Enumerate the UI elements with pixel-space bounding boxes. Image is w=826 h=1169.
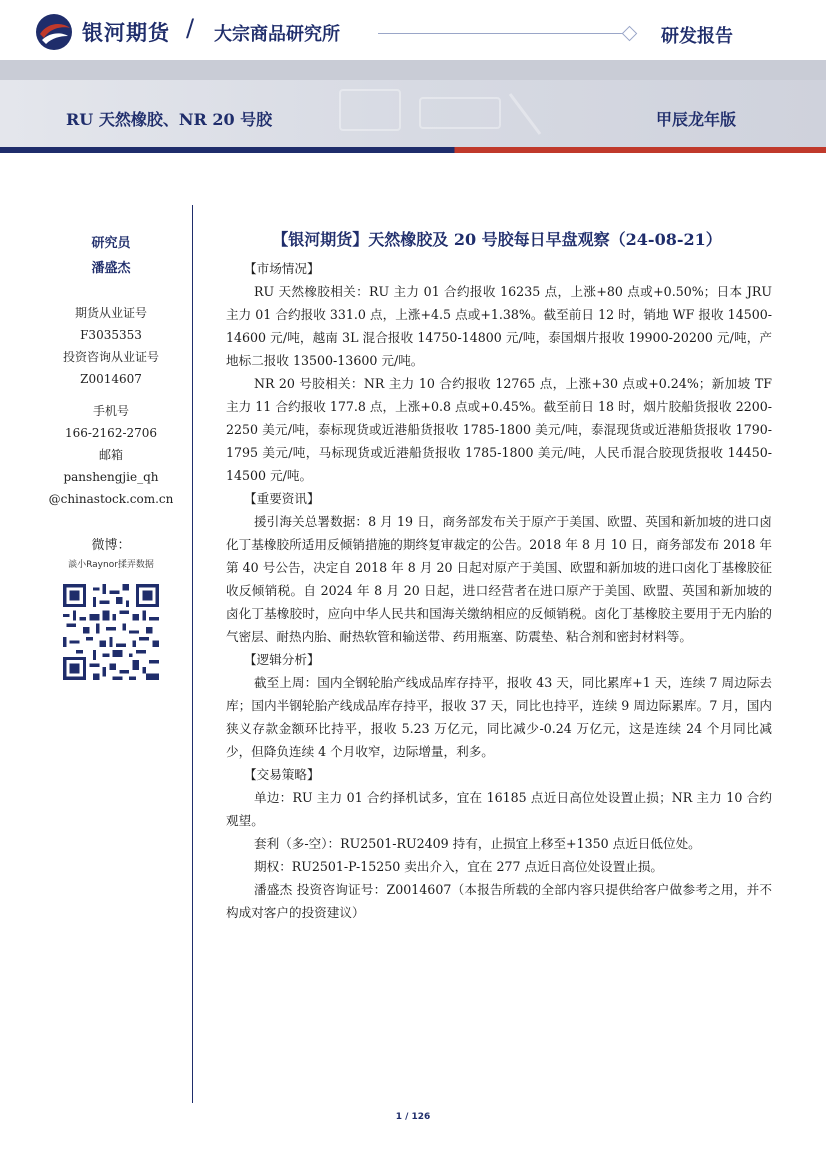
galaxy-futures-logo-icon bbox=[34, 12, 74, 52]
page-number: 1 / 126 bbox=[395, 1112, 431, 1122]
report-title: 【银河期货】天然橡胶及 20 号胶每日早盘观察（24-08-21） bbox=[272, 230, 722, 249]
section-heading-strategy: 【交易策略】 bbox=[244, 767, 320, 782]
weibo-handle: 談小Raynor揉弄数据 bbox=[68, 560, 154, 570]
consult-license-label: 投资咨询从业证号 bbox=[62, 350, 159, 364]
sidebar-divider bbox=[192, 205, 193, 1103]
report-subtitle: RU 天然橡胶、NR 20 号胶 bbox=[66, 110, 273, 129]
license-value: F3035353 bbox=[80, 328, 142, 342]
banner-stripe bbox=[0, 147, 826, 153]
section-heading-logic: 【逻辑分析】 bbox=[244, 652, 320, 667]
institute-name: 大宗商品研究所 bbox=[214, 24, 340, 45]
email-domain[interactable]: @chinastock.com.cn bbox=[48, 492, 174, 506]
phone-label: 手机号 bbox=[92, 404, 129, 418]
report-body bbox=[226, 228, 772, 924]
header-divider: / bbox=[186, 14, 195, 42]
author-sidebar bbox=[30, 232, 192, 680]
email-label: 邮箱 bbox=[98, 448, 123, 462]
author-role: 研究员 bbox=[91, 236, 131, 251]
paragraph-market-nr: NR 20 号胶相关：NR 主力 10 合约报收 12765 点，上涨+30 点或+0.24%；新加坡 TF 主力 11 合约报收 177.8 点，上涨+0.8 点或+0.45%。截至前日 18 时，烟片胶船货报收 2200-2250 美元/吨，泰标现货或近港船货报收 1785-1800 美元/吨，泰混现货或近港船货报收 1790-1795 美元/吨，马标现货或近港船货报收 1785-1800 美元/吨，人民币混合胶现货报收 14450-14500 元/吨。 bbox=[226, 376, 772, 483]
paragraph-strategy-arbitrage: 套利（多-空）：RU2501-RU2409 持有，止损宜上移至+1350 点近日低位处。 bbox=[254, 836, 701, 851]
paragraph-market-ru: RU 天然橡胶相关：RU 主力 01 合约报收 16235 点，上涨+80 点或+0.50%；日本 JRU 主力 01 合约报收 331.0 点，上涨+4.5 点或+1.38%。截至前日 12 时，销地 WF 报收 14500-14600 元/吨，越南 3L 混合报收 14750-14800 元/吨，泰国烟片报收 19900-20200 元/吨，产地标二报收 13500-13600 元/吨。 bbox=[226, 284, 772, 368]
header-grey-band bbox=[0, 60, 826, 80]
paragraph-news: 援引海关总署数据：8 月 19 日，商务部发布关于原产于美国、欧盟、英国和新加坡的进口卤化丁基橡胶所适用反倾销措施的期终复审裁定的公告。2018 年 8 月 10 日，商务部发布 2018 年第 40 号公告，决定自 2018 年 8 月 20 日起对原产于美国、欧盟和新加坡的进口卤化丁基橡胶征收反倾销税。自 2024 年 8 月 20 日起，进口经营者在进口原产于美国、欧盟、英国和新加坡的卤化丁基橡胶时，应向中华人民共和国海关缴纳相应的反倾销税。卤化丁基橡胶主要用于无内胎的气密层、耐热内胎、耐热软管和输送带、药用瓶塞、防震垫、粘合剂和密封材料等。 bbox=[226, 514, 772, 644]
header-rule bbox=[378, 33, 624, 34]
paragraph-strategy-options: 期权：RU2501-P-15250 卖出介入，宜在 277 点近日高位处设置止损。 bbox=[254, 859, 664, 874]
license-label: 期货从业证号 bbox=[74, 306, 147, 320]
section-heading-news: 【重要资讯】 bbox=[244, 491, 320, 506]
consult-license-value: Z0014607 bbox=[80, 372, 142, 386]
report-type: 研发报告 bbox=[661, 26, 733, 47]
brand-name: 银河期货 bbox=[82, 21, 170, 45]
weibo-label: 微博： bbox=[91, 538, 131, 553]
edition-label: 甲辰龙年版 bbox=[656, 110, 737, 129]
email-user: panshengjie_qh bbox=[63, 470, 159, 484]
author-name: 潘盛杰 bbox=[91, 261, 131, 276]
paragraph-disclaimer: 潘盛杰 投资咨询证号：Z0014607（本报告所载的全部内容只提供给客户做参考之用，并不构成对客户的投资建议） bbox=[226, 882, 772, 920]
header-diamond-icon bbox=[622, 26, 638, 42]
section-heading-market: 【市场情况】 bbox=[244, 261, 320, 276]
paragraph-logic: 截至上周：国内全钢轮胎产线成品库存持平，报收 43 天，同比累库+1 天，连续 7 周边际去库；国内半钢轮胎产线成品库存持平，报收 37 天，同比也持平，连续 9 周边际累库。7 月，国内狭义存款金额环比持平，报收 5.23 万亿元，同比减少-0.24 万亿元，这是连续 24 个月同比减少，但降负连续 4 个月收窄，边际增量，利多。 bbox=[226, 675, 772, 759]
weibo-qr-code-icon bbox=[63, 584, 159, 680]
paragraph-strategy-single: 单边：RU 主力 01 合约择机试多，宜在 16185 点近日高位处设置止损；NR 主力 10 合约观望。 bbox=[226, 790, 772, 828]
phone-value: 166-2162-2706 bbox=[64, 426, 158, 440]
banner-decoration-icon bbox=[300, 84, 560, 144]
